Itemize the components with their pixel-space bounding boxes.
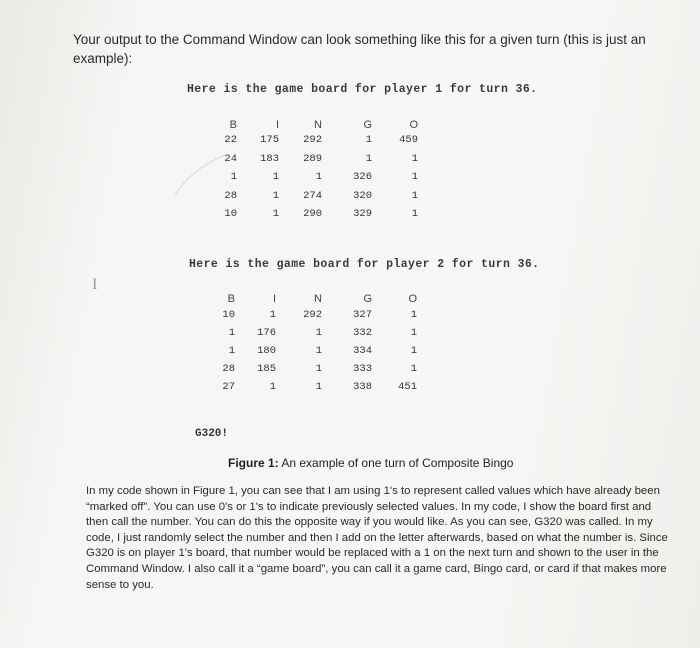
- board1-cell: 459: [399, 134, 418, 146]
- board2-cell: 338: [353, 381, 372, 393]
- board2-cell: 10: [222, 309, 235, 321]
- board1-cell: 1: [411, 171, 418, 183]
- board2-cell: 1: [315, 327, 322, 339]
- board1-cell: 289: [303, 152, 322, 165]
- board1-cell: 1: [272, 189, 279, 202]
- board2-header-b: B: [227, 293, 235, 305]
- board1-cell: 290: [303, 208, 322, 220]
- board1-cell: 183: [260, 152, 279, 165]
- board2-cell: 333: [353, 363, 372, 375]
- board2-header-o: O: [408, 293, 417, 305]
- board2-cell: 176: [257, 327, 276, 339]
- board1-cell: 1: [411, 208, 418, 220]
- board1-cell: 10: [224, 208, 237, 220]
- board2-cell: 28: [222, 363, 235, 375]
- board2-header-i: I: [272, 293, 276, 305]
- board1-cell: 1: [230, 171, 237, 183]
- board1-cell: 1: [365, 152, 372, 165]
- board2-cell: 332: [353, 327, 372, 339]
- board1-cell: 24: [224, 152, 237, 165]
- board2-cell: 292: [303, 309, 322, 321]
- board2-header-n: N: [314, 293, 322, 305]
- board1-header-i: I: [275, 119, 279, 131]
- called-number: G320!: [195, 428, 229, 440]
- figure-caption: [228, 456, 513, 470]
- board1-cell: 22: [224, 134, 237, 146]
- board1-header-b: B: [229, 119, 237, 131]
- board2-cell: 1: [410, 345, 417, 357]
- board1-cell: 1: [411, 152, 418, 165]
- board2-cell: 1: [228, 345, 235, 357]
- board1-heading: Here is the game board for player 1 for turn 36.: [187, 83, 538, 96]
- board2-cell: 1: [410, 363, 417, 375]
- board1-cell: 1: [272, 171, 279, 183]
- figure-label: Figure 1:: [228, 456, 279, 470]
- board2-cell: 1: [315, 363, 322, 375]
- board2-cell: 1: [269, 309, 276, 321]
- board1-cell: 292: [303, 134, 322, 146]
- board1-cell: 1: [365, 134, 372, 146]
- board1-cell: 1: [315, 171, 322, 183]
- board1-cell: 175: [260, 134, 279, 146]
- board2-cell: 1: [410, 327, 417, 339]
- description-paragraph: In my code shown in Figure 1, you can see that I am using 1's to represent called values which have already been “marked off”. You can use 0's or 1's to indicate previously selected values. In my code, I show the board first and then call the number. You can do this the opposite way if you would like. As you can see, G320 was called. In my code, I just randomly select the number and then I add on the letter afterwards, based on what the number is. Since G320 is on player 1's board, that number would be replaced with a 1 on the next turn and shown to the user in the Command Window. I also call it a “game board”, you can call it a game card, Bingo card, or card if that makes more sense to you.: [86, 485, 668, 591]
- board1-cell: 274: [303, 189, 322, 202]
- board2-cell: 1: [315, 381, 322, 393]
- board1-header-g: G: [363, 119, 372, 131]
- board1-header-n: N: [314, 119, 322, 131]
- board2-cell: 1: [410, 309, 417, 321]
- board1-cell: 28: [224, 189, 237, 202]
- board1-cell: 1: [411, 189, 418, 202]
- board1-cell: 326: [353, 171, 372, 183]
- board2-heading: Here is the game board for player 2 for turn 36.: [189, 258, 540, 271]
- board1-cell: 1: [272, 208, 279, 220]
- figure-text: An example of one turn of Composite Bingo: [278, 456, 514, 470]
- board2-header-g: G: [363, 293, 372, 305]
- text-cursor-icon: I: [92, 276, 98, 293]
- board1-header-o: O: [409, 119, 418, 131]
- board2-cell: 334: [353, 345, 372, 357]
- board2-cell: 327: [353, 309, 372, 321]
- board1-cell: 329: [353, 208, 372, 220]
- board2-cell: 1: [228, 327, 235, 339]
- board1-cell: 320: [353, 189, 372, 202]
- faint-pencil-curve: [170, 150, 240, 210]
- board2-cell: 185: [257, 363, 276, 375]
- board2-cell: 451: [398, 381, 417, 393]
- intro-paragraph: Your output to the Command Window can look something like this for a given turn (this is just an example):: [73, 32, 646, 66]
- board2-cell: 27: [222, 381, 235, 393]
- board2-cell: 1: [269, 381, 276, 393]
- board2-cell: 180: [257, 345, 276, 357]
- board2-cell: 1: [315, 345, 322, 357]
